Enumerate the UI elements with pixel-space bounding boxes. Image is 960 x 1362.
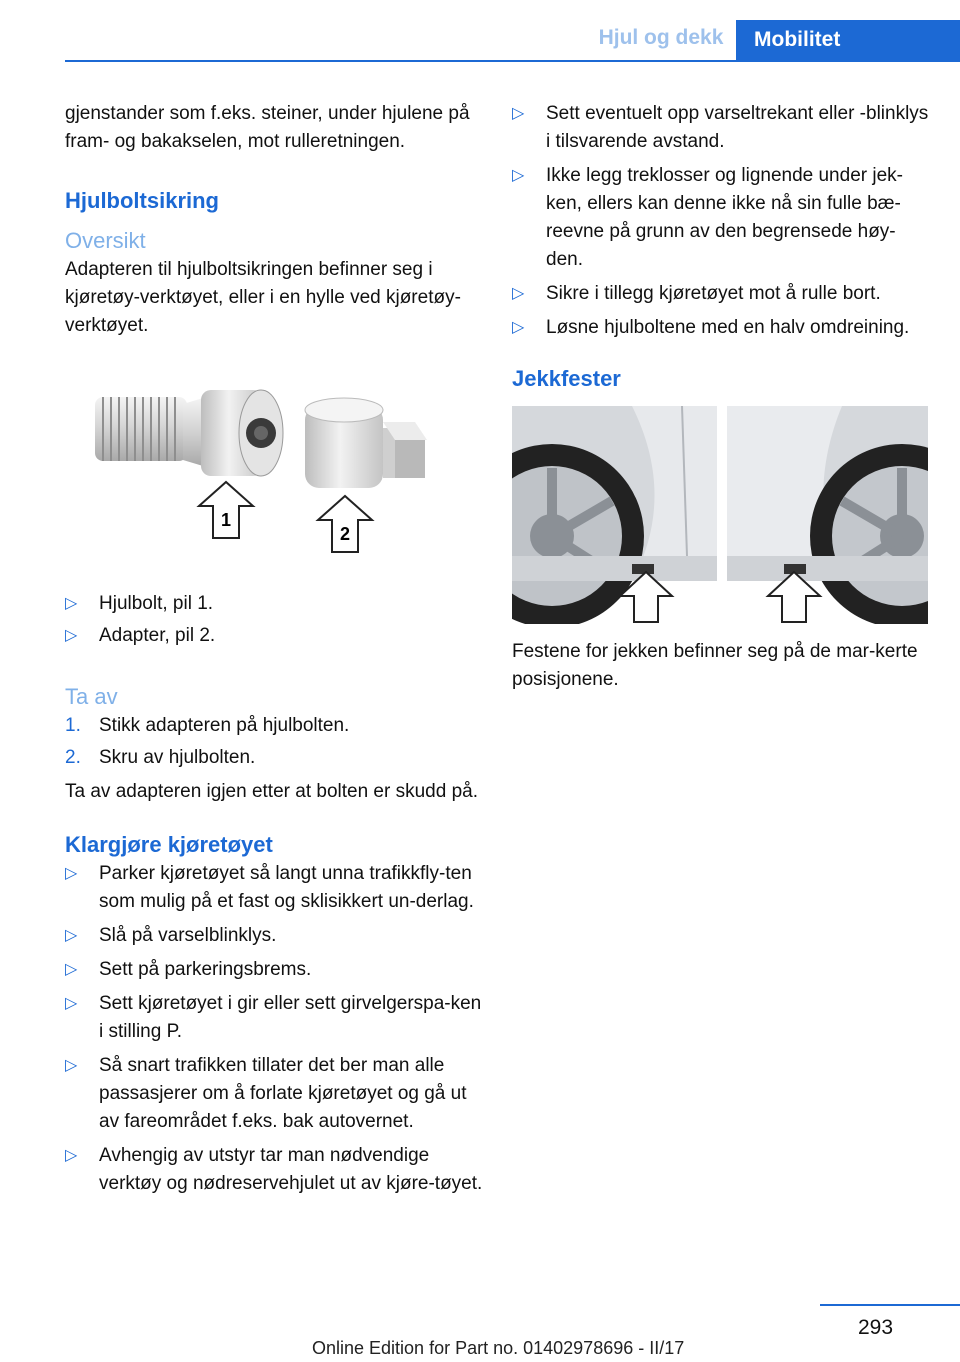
triangle-bullet-icon: ▷ <box>65 595 78 612</box>
bolt-adapter-illustration <box>65 382 485 572</box>
edition-line: Online Edition for Part no. 01402978696 - II/17 <box>312 1338 685 1358</box>
overview-paragraph: Adapteren til hjulboltsikringen befinner seg i kjøretøy-verktøyet, eller i en hylle ved kjøretøy-verktøyet. <box>65 259 461 336</box>
triangle-bullet-icon: ▷ <box>512 105 525 122</box>
triangle-bullet-icon: ▷ <box>65 1147 78 1164</box>
list-item: ▷ Hjulbolt, pil 1. <box>65 590 485 618</box>
right-column <box>512 100 932 694</box>
list-item: ▷ Adapter, pil 2. <box>65 622 485 650</box>
triangle-bullet-icon: ▷ <box>65 865 78 882</box>
heading-overview: Oversikt <box>65 228 146 253</box>
header-chapter-tab <box>736 20 960 62</box>
intro-paragraph: gjenstander som f.eks. steiner, under hjulene på fram- og bakakselen, mot rulleretningen. <box>65 103 470 152</box>
list-item: ▷ Sett kjøretøyet i gir eller sett girvelgerspa-ken i stilling P. <box>65 990 485 1046</box>
heading-jack-points: Jekkfester <box>512 366 621 391</box>
list-item: ▷ Sett på parkeringsbrems. <box>65 956 485 984</box>
triangle-bullet-icon: ▷ <box>512 285 525 302</box>
list-item: ▷ Parker kjøretøyet så langt unna trafikkfly-ten som mulig på et fast og sklisikkert un-derlag. <box>65 860 485 916</box>
header-section-title: Hjul og dekk <box>598 26 724 49</box>
heading-wheel-bolt-lock: Hjulboltsikring <box>65 188 219 213</box>
list-item: ▷ Løsne hjulboltene med en halv omdreining. <box>512 314 932 342</box>
bolt-thread <box>95 397 187 461</box>
triangle-bullet-icon: ▷ <box>65 961 78 978</box>
list-item: ▷ Sikre i tillegg kjøretøyet mot å rulle bort. <box>512 280 932 308</box>
list-item: ▷ Avhengig av utstyr tar man nødvendige verktøy og nødreservehjulet ut av kjøre-tøyet. <box>65 1142 485 1198</box>
list-item: 1. Stikk adapteren på hjulbolten. <box>65 715 350 736</box>
prepare-list <box>65 860 485 1198</box>
triangle-bullet-icon: ▷ <box>512 167 525 184</box>
page-number: 293 <box>858 1316 894 1339</box>
list-item: ▷ Ikke legg treklosser og lignende under jek-ken, ellers kan denne ikke nå sin fulle bæ-reevne på grunn av den begrensede høy-den. <box>512 162 932 274</box>
safety-list <box>512 100 932 342</box>
header-chapter-label: Mobilitet <box>754 28 841 51</box>
list-item: ▷ Sett eventuelt opp varseltrekant eller -blinklys i tilsvarende avstand. <box>512 100 932 156</box>
triangle-bullet-icon: ▷ <box>512 319 525 336</box>
list-item: ▷ Slå på varselblinklys. <box>65 922 485 950</box>
bolt-adapter-figure <box>65 382 485 572</box>
page-header <box>0 0 960 62</box>
triangle-bullet-icon: ▷ <box>65 627 78 644</box>
adapter-shape <box>305 398 427 488</box>
remove-steps <box>65 712 485 772</box>
triangle-bullet-icon: ▷ <box>65 927 78 944</box>
jack-points-figure <box>512 406 928 624</box>
heading-remove: Ta av <box>65 684 118 709</box>
triangle-bullet-icon: ▷ <box>65 995 78 1012</box>
jack-points-photo <box>512 406 928 624</box>
header-rule <box>65 60 960 62</box>
left-column <box>65 100 485 1198</box>
jack-caption: Festene for jekken befinner seg på de mar-kerte posisjonene. <box>512 641 918 690</box>
triangle-bullet-icon: ▷ <box>65 1057 78 1074</box>
arrow-label-2: 2 <box>339 524 351 544</box>
heading-prepare-vehicle: Klargjøre kjøretøyet <box>65 832 273 857</box>
arrow-label-1: 1 <box>220 510 232 530</box>
footer-rule <box>820 1304 960 1306</box>
list-item: ▷ Så snart trafikken tillater det ber man alle passasjerer om å forlate kjøretøyet og gå ut av fareområdet f.eks. bak autovernet. <box>65 1052 485 1136</box>
parts-list <box>65 590 485 650</box>
remove-note: Ta av adapteren igjen etter at bolten er skudd på. <box>65 781 478 802</box>
list-item: 2. Skru av hjulbolten. <box>65 747 256 768</box>
